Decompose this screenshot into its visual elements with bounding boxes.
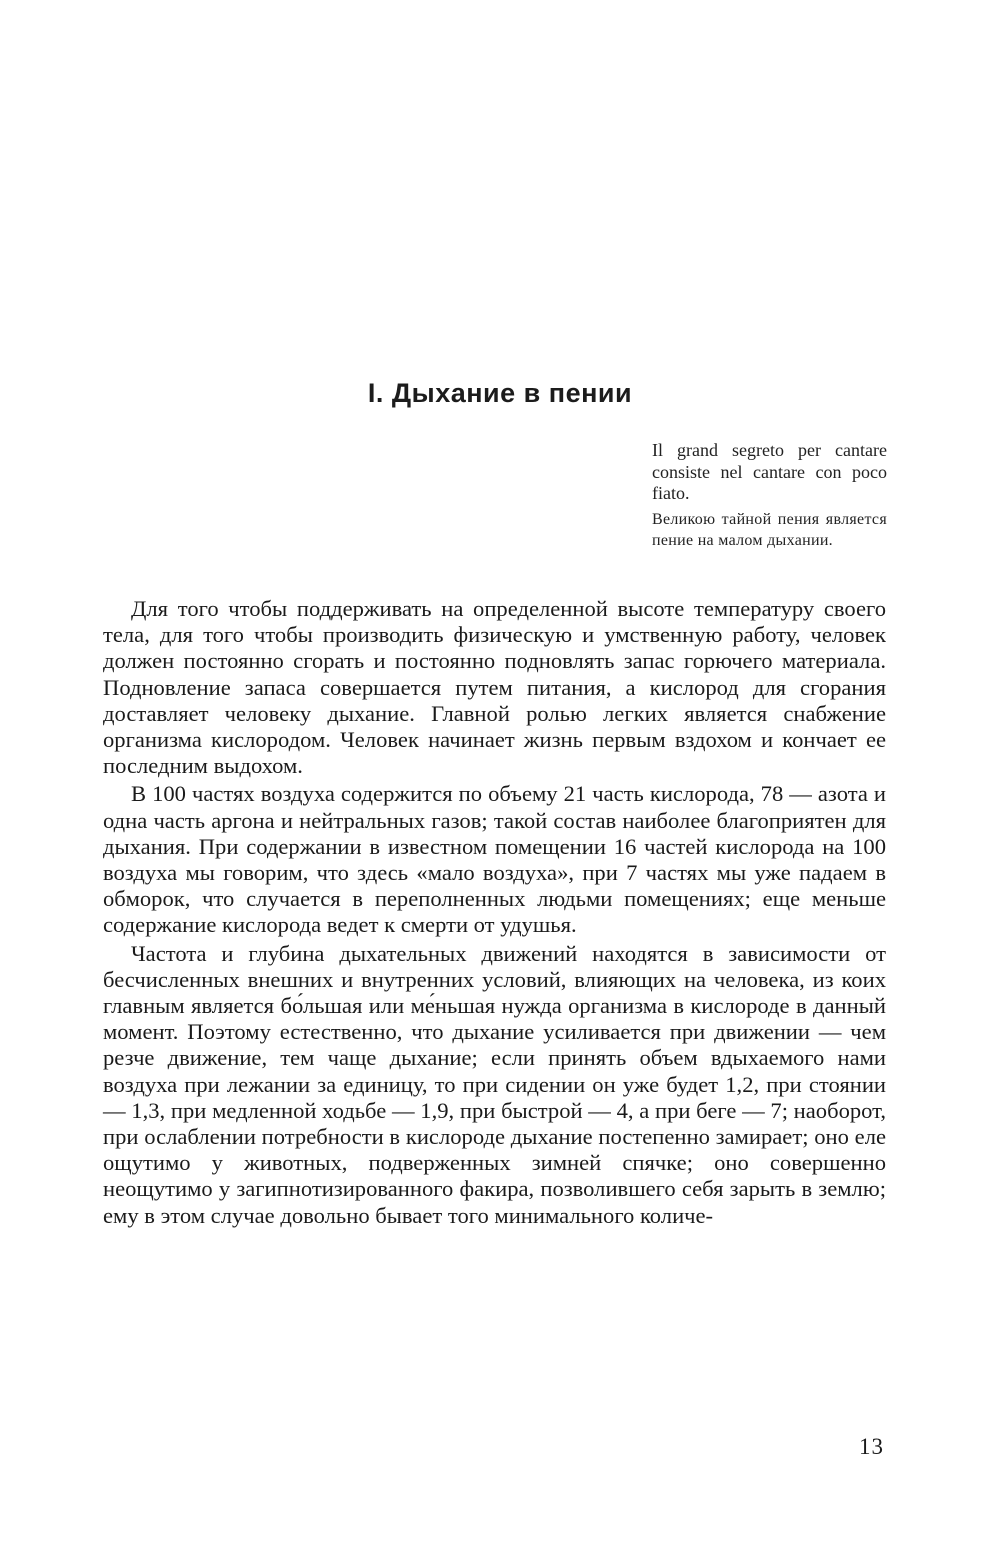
- epigraph-italian: Il grand segreto per cantare consiste nel cantare con poco fiato.: [652, 440, 887, 503]
- body-text: [103, 596, 886, 1231]
- page-number: 13: [859, 1434, 884, 1459]
- paragraph-1: Для того чтобы поддерживать на определенной высоте температуру своего тела, для того чтобы производить физическую и умственную работу, человек должен постоянно сгорать и постоянно подновлять запас горючего материала. Подновление запаса совершается путем питания, а кислород для сгорания доставляет человеку дыхание. Главной ролью легких является снабжение организма кислородом. Человек начинает жизнь первым вздохом и кончает ее последним выдохом.: [103, 596, 886, 779]
- paragraph-2: В 100 частях воздуха содержится по объему 21 часть кислорода, 78 — азота и одна часть аргона и нейтральных газов; такой состав наиболее благоприятен для дыхания. При содержании в известном помещении 16 частей кислорода на 100 воздуха мы говорим, что здесь «мало воздуха», при 7 частях мы уже падаем в обморок, что случается в переполненных людьми помещениях; еще меньше содержание кислорода ведет к смерти от удушья.: [103, 781, 886, 938]
- epigraph-russian: Великою тайной пения является пение на малом дыхании.: [652, 510, 887, 549]
- epigraph: [652, 440, 887, 552]
- paragraph-3: Частота и глубина дыхательных движений находятся в зависимости от бесчисленных внешних и внутренних условий, влияющих на человека, из коих главным является бо́льшая или ме́ньшая нужда организма в кислороде в данный момент. Поэтому естественно, что дыхание усиливается при движении — чем резче движение, тем чаще дыхание; если принять объем вдыхаемого нами воздуха при лежании за единицу, то при сидении он уже будет 1,2, при стоянии — 1,3, при медленной ходьбе — 1,9, при быстрой — 4, а при беге — 7; наоборот, при ослаблении потребности в кислороде дыхание постепенно замирает; оно еле ощутимо у животных, подверженных зимней спячке; оно совершенно неощутимо у загипнотизированного факира, позволившего себя зарыть в землю; ему в этом случае довольно бывает того минимального количе-: [103, 940, 886, 1228]
- chapter-title: I. Дыхание в пении: [367, 378, 633, 408]
